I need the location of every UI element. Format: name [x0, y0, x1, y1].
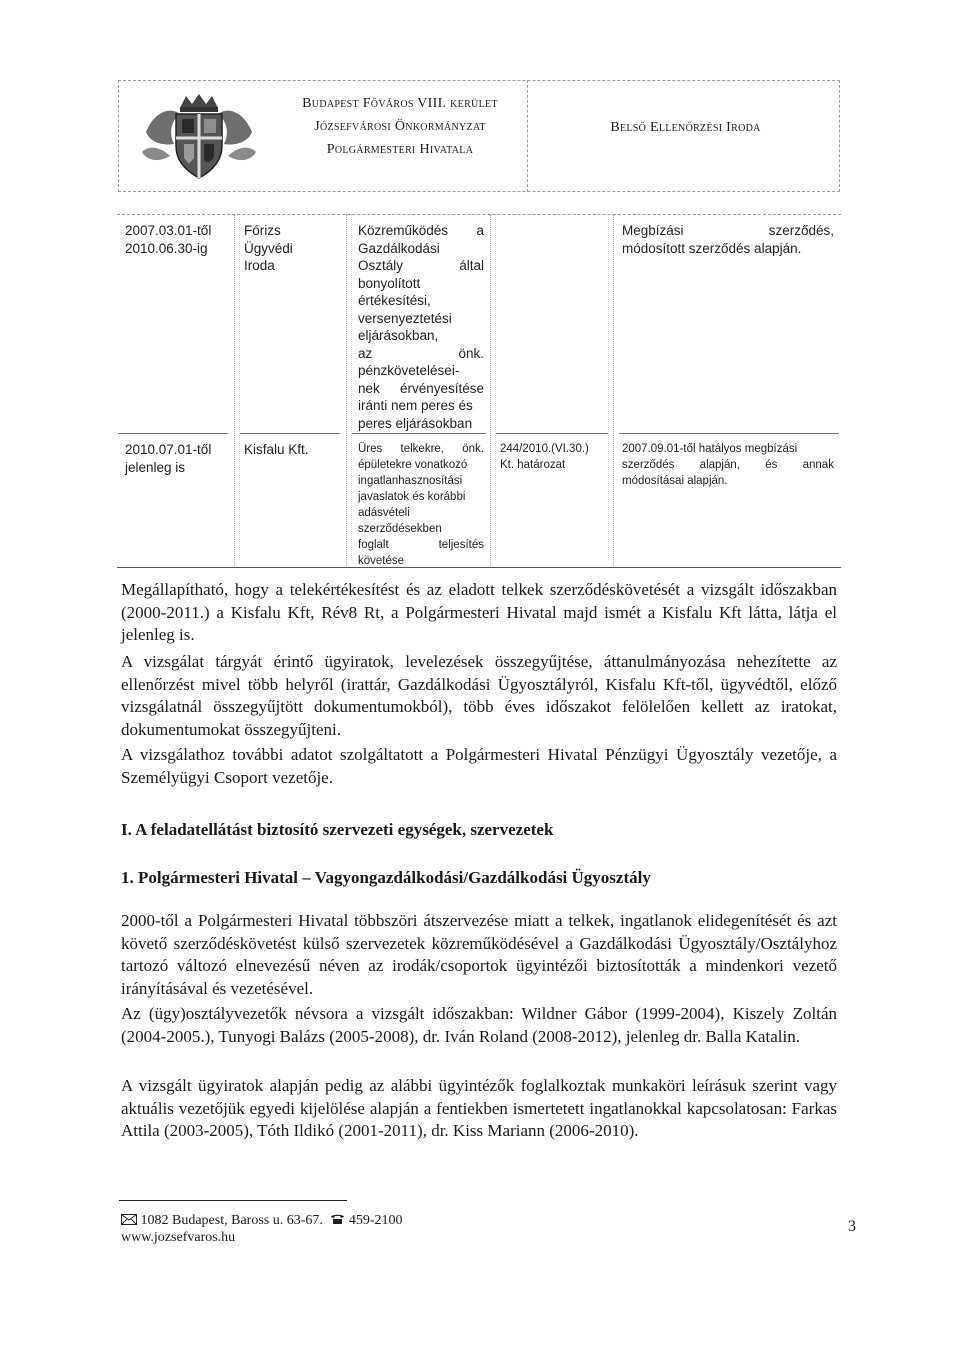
- paragraph: Megállapítható, hogy a telekértékesítést és az eladott telkek szerződéskövetését a vizsgált időszakban (2000-2011.) a Kisfalu Kft, Rév8 Rt, a Polgármesteri Hivatal majd ismét a Kisfalu Kft látta, látja el jelenleg is.: [121, 580, 837, 645]
- table-row-divider: [496, 433, 608, 434]
- table-row-divider: [352, 433, 486, 434]
- table-cell-party: Fórizs Ügyvédi Iroda: [244, 223, 293, 273]
- table-col-divider: [346, 214, 347, 566]
- paragraph: Az (ügy)osztályvezetők névsora a vizsgált időszakban: Wildner Gábor (1999-2004), Kiszely Zoltán (2004-2005.), Tunyogi Balázs (2005-2008), dr. Iván Roland (2008-2012), jelenleg dr. Balla Katalin.: [121, 1004, 837, 1046]
- envelope-icon: [121, 1214, 137, 1225]
- table-col-divider: [613, 214, 614, 566]
- paragraph: 2000-től a Polgármesteri Hivatal többszöri átszervezése miatt a telkek, ingatlanok elidegenítését és azt követő szerződéskövetést külső szervezetek közreműködésével a Gazdálkodási Ügyosztály/Osztályhoz tartozó változó elnevezésű néven az irodák/csoportok ügyintézői biztosították a mindenkori vezető irányításával és vezetésével.: [121, 911, 837, 998]
- organization-name: [275, 92, 525, 161]
- paragraph: A vizsgált ügyiratok alapján pedig az alábbi ügyintézők foglalkoztak munkaköri leírásuk szerint vagy aktuális vezetőjük egyedi kijelölése alapján a fentiekben ismertetett ingatlanokkal kapcsolatosan: Farkas Attila (2003-2005), Tóth Ildikó (2001-2011), dr. Kiss Mariann (2006-2010).: [121, 1076, 837, 1141]
- paragraph: A vizsgálat tárgyát érintő ügyiratok, levelezések összegyűjtése, áttanulmányozása nehezítette az ellenőrzést mivel több helyről (irattár, Gazdálkodási Ügyosztályról, Kisfalu Kft-től, ügyvédtől, előző vizsgálatnál összegyűjtött dokumentumokból), több éves időszakot felölelően kellett az iratokat, dokumentumokat összegyűjteni.: [121, 652, 837, 739]
- table-cell-party: Kisfalu Kft.: [244, 442, 309, 457]
- table-col-divider: [234, 214, 235, 566]
- table-cell-basis: 2007.09.01-től hatályos megbízási szerződés alapján, és annak módosításai alapján.: [622, 443, 834, 487]
- org-line-3: Polgármesteri Hivatala: [326, 142, 474, 157]
- table-cell-task: Közreműködés a Gazdálkodási Osztály által bonyolított értékesítési, versenyeztetési eljárásokban, az önk. pénzkövetelései- nek érvényesítése iránti nem peres és peres eljárásokban: [358, 223, 484, 431]
- org-line-1: Budapest Főváros VIII. kerület: [302, 96, 498, 111]
- table-cell-period: 2007.03.01-től 2010.06.30-ig: [125, 223, 212, 256]
- table-row-divider: [240, 433, 340, 434]
- table-row-divider: [619, 433, 839, 434]
- footer-rule: [119, 1200, 347, 1201]
- table-row-divider: [118, 433, 228, 434]
- table-cell-task: Üres telkekre, önk. épületekre vonatkozó ingatlanhasznosítási javaslatok és korábbi adásvételi szerződésekben foglalt teljesítés követése: [358, 443, 484, 567]
- footer-contact: [121, 1212, 541, 1246]
- subsection-heading: 1. Polgármesteri Hivatal – Vagyongazdálkodási/Gazdálkodási Ügyosztály: [121, 868, 651, 887]
- org-line-2: Józsefvárosi Önkormányzat: [314, 119, 486, 134]
- table-cell-decision: 244/2010.(VI.30.) Kt. határozat: [500, 443, 589, 471]
- footer-phone: 459-2100: [348, 1213, 403, 1228]
- letterhead-divider: [527, 80, 528, 192]
- department-name: Belső Ellenőrzési Iroda: [610, 120, 761, 135]
- table-cell-period: 2010.07.01-től jelenleg is: [125, 442, 212, 475]
- paragraph: A vizsgálathoz további adatot szolgáltatott a Polgármesteri Hivatal Pénzügyi Ügyosztály vezetője, a Személyügyi Csoport vezetője.: [121, 745, 837, 787]
- section-heading: I. A feladatellátást biztosító szervezeti egységek, szervezetek: [121, 820, 554, 839]
- table-cell-basis: Megbízási szerződés, módosított szerződés alapján.: [622, 223, 834, 256]
- table-col-divider: [490, 214, 491, 566]
- footer-website[interactable]: www.jozsefvaros.hu: [121, 1230, 236, 1245]
- page-number: 3: [848, 1218, 856, 1235]
- phone-icon: [330, 1213, 345, 1225]
- footer-address: 1082 Budapest, Baross u. 63-67.: [140, 1213, 323, 1228]
- crest-icon: [140, 92, 258, 182]
